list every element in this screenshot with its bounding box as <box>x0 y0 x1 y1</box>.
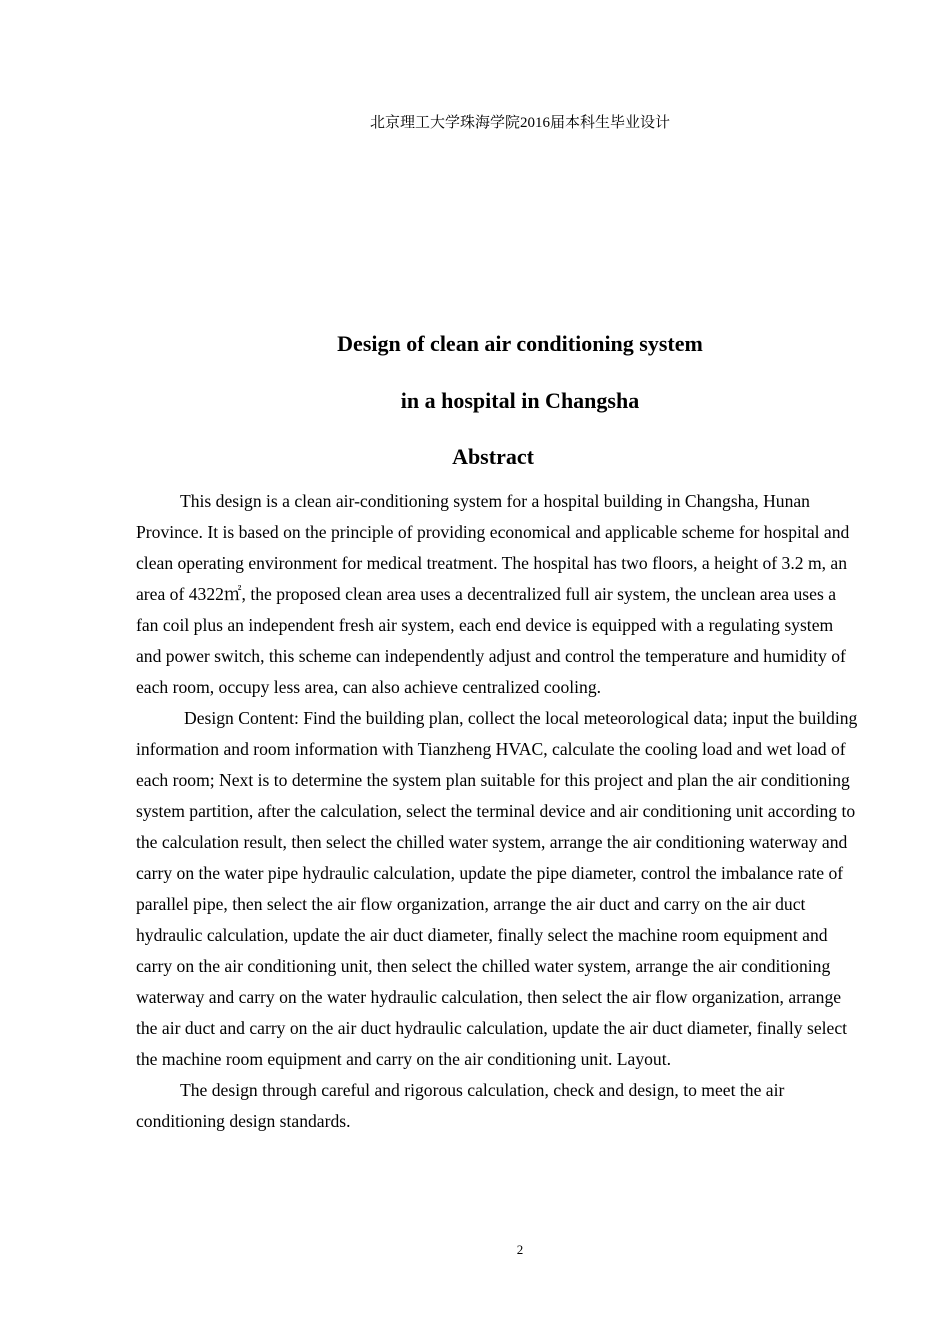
abstract-body <box>136 486 862 1137</box>
document-title-line-2: in a hospital in Changsha <box>400 388 640 413</box>
page-number: 2 <box>516 1242 524 1257</box>
abstract-heading: Abstract <box>452 444 534 469</box>
abstract-paragraph-3: The design through careful and rigorous calculation, check and design, to meet the air conditioning design standards. <box>136 1080 785 1131</box>
abstract-paragraph-1: This design is a clean air-conditioning system for a hospital building in Changsha, Hunan Province. It is based on the principle of providing economical and applicable scheme for hospital and clean operating environment for medical treatment. The hospital has two floors, a height of 3.2 m, an area of 4322㎡, the proposed clean area uses a decentralized full air system, the unclean area uses a fan coil plus an independent fresh air system, each end device is equipped with a regulating system and power switch, this scheme can independently adjust and control the temperature and humidity of each room, occupy less area, can also achieve centralized cooling. <box>136 491 850 697</box>
running-header: 北京理工大学珠海学院2016届本科生毕业设计 <box>369 115 670 131</box>
document-title-line-1: Design of clean air conditioning system <box>337 331 703 356</box>
abstract-paragraph-2: Design Content: Find the building plan, collect the local meteorological data; input the building information and room information with Tianzheng HVAC, calculate the cooling load and wet load of each room; Next is to determine the system plan suitable for this project and plan the air conditioning system partition, after the calculation, select the terminal device and air conditioning unit according to the calculation result, then select the chilled water system, arrange the air conditioning waterway and carry on the water pipe hydraulic calculation, update the pipe diameter, control the imbalance rate of parallel pipe, then select the air flow organization, arrange the air duct and carry on the air duct hydraulic calculation, update the air duct diameter, finally select the machine room equipment and carry on the air conditioning unit, then select the chilled water system, arrange the air conditioning waterway and carry on the water hydraulic calculation, then select the air flow organization, arrange the air duct and carry on the air duct hydraulic calculation, update the air duct diameter, finally select the machine room equipment and carry on the air conditioning unit. Layout. <box>136 708 858 1069</box>
